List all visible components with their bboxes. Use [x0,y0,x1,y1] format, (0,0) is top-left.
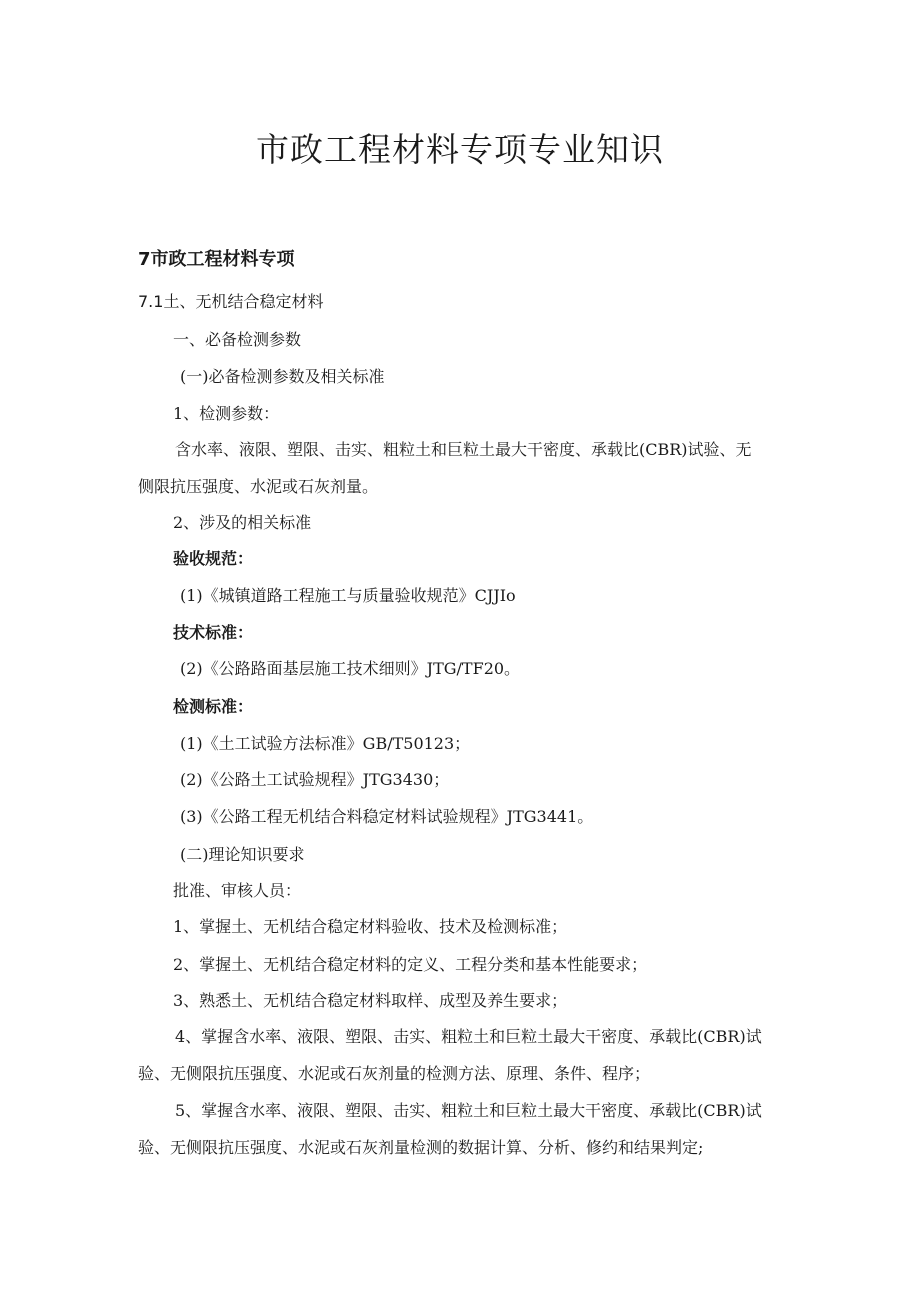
paragraph-line: 验、无侧限抗压强度、水泥或石灰剂量的检测方法、原理、条件、程序； [138,1064,651,1083]
requirement-item: 2、掌握土、无机结合稳定材料的定义、工程分类和基本性能要求； [173,955,648,974]
section-heading: 7市政工程材料专项 [138,249,295,270]
requirement-item: 3、熟悉土、无机结合稳定材料取样、成型及养生要求； [173,991,568,1010]
requirement-item: 4、掌握含水率、液限、塑限、击实、粗粒土和巨粒土最大干密度、承载比(CBR)试 [175,1027,762,1046]
standard-item: (2)《公路土工试验规程》JTG3430； [180,770,450,789]
requirement-item: 5、掌握含水率、液限、塑限、击实、粗粒土和巨粒土最大干密度、承载比(CBR)试 [175,1101,762,1120]
paragraph-line: 验、无侧限抗压强度、水泥或石灰剂量检测的数据计算、分析、修约和结果判定; [138,1138,704,1157]
paragraph-line: 侧限抗压强度、水泥或石灰剂量。 [138,477,379,496]
standard-item: (1)《土工试验方法标准》GB/T50123； [180,734,471,753]
requirement-item: 1、掌握土、无机结合稳定材料验收、技术及检测标准； [173,917,568,936]
label-acceptance-spec: 验收规范： [173,549,254,568]
document-title: 市政工程材料专项专业知识 [256,130,664,169]
label-test-standard: 检测标准： [173,697,254,716]
heading-test-params: 1、检测参数： [173,404,280,423]
paragraph-line: 含水率、液限、塑限、击实、粗粒土和巨粒土最大干密度、承载比(CBR)试验、无 [175,440,752,459]
label-approvers: 批准、审核人员： [173,881,302,900]
heading-params-and-standards: (一)必备检测参数及相关标准 [180,367,385,386]
standard-item: (1)《城镇道路工程施工与质量验收规范》CJJIo [180,586,516,605]
subsection-heading: 7.1土、无机结合稳定材料 [138,292,324,311]
heading-required-params: 一、必备检测参数 [173,330,302,349]
standard-item: (3)《公路工程无机结合料稳定材料试验规程》JTG3441。 [180,807,594,826]
heading-theory-requirements: (二)理论知识要求 [180,845,305,864]
standard-item: (2)《公路路面基层施工技术细则》JTG/TF20。 [180,659,521,678]
heading-related-standards: 2、涉及的相关标准 [173,513,312,532]
label-technical-standard: 技术标准： [173,623,254,642]
